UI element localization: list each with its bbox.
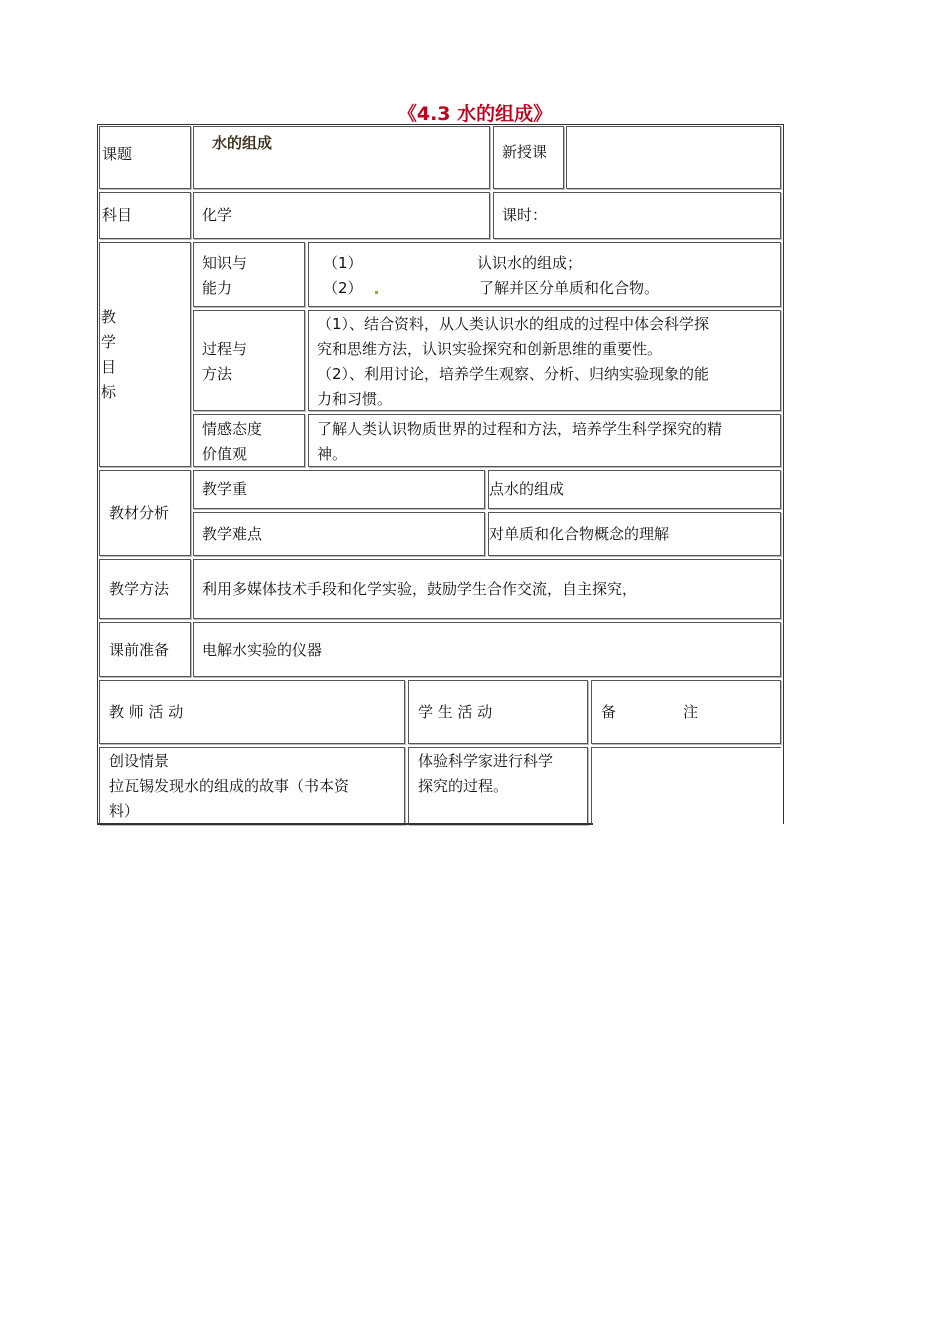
goals-label-3: 目: [101, 358, 117, 376]
emotion-label-1: 情感态度: [202, 420, 263, 438]
process-line-2: 究和思维方法，认识实验探究和创新思维的重要性。: [317, 340, 663, 358]
process-label-2: 方法: [202, 365, 233, 383]
note-label-b: 注: [683, 703, 699, 721]
knowledge-item1-num: （1）: [323, 254, 363, 272]
analysis-label-cell: [99, 470, 191, 556]
knowledge-label-cell: [193, 242, 305, 307]
teacher-activity-label: 教 师 活 动: [109, 703, 184, 721]
knowledge-item1-text: 认识水的组成；: [477, 254, 583, 272]
process-label-1: 过程与: [202, 340, 248, 358]
process-line-3: （2）、利用讨论，培养学生观察、分析、归纳实验现象的能: [317, 365, 710, 383]
note-header: [591, 680, 781, 744]
lesson-type-empty-cell: [566, 126, 781, 189]
teacher-activity-cell: [99, 747, 405, 825]
emotion-line-1: 了解人类认识物质世界的过程和方法，培养学生科学探究的精: [317, 420, 723, 438]
difficulty-value-cell: [488, 512, 781, 556]
table-bottom-border: [97, 823, 593, 825]
student-activity-cell: [408, 747, 588, 825]
topic-value-cell: [193, 126, 490, 189]
subject-value-cell: [193, 192, 490, 239]
lesson-type: 新授课: [502, 143, 548, 161]
lesson-type-cell: [493, 126, 564, 189]
student-activity-line-1: 体验科学家进行科学: [418, 752, 554, 770]
process-line-1: （1）、结合资料，从人类认识水的组成的过程中体会科学探: [317, 315, 710, 333]
knowledge-label-1: 知识与: [202, 254, 248, 272]
difficulty-label: 教学难点: [202, 525, 263, 543]
topic-value: 水的组成: [212, 134, 273, 152]
key-value: 点水的组成: [489, 480, 565, 498]
knowledge-label-2: 能力: [202, 279, 233, 297]
knowledge-value-cell: [308, 242, 781, 307]
note-cell: [591, 747, 781, 825]
difficulty-label-cell: [193, 512, 485, 556]
emotion-value-cell: [308, 414, 781, 467]
ink-dot: [375, 291, 378, 294]
emotion-line-2: 神。: [317, 445, 348, 463]
key-label-cell: [193, 470, 485, 509]
key-value-cell: [488, 470, 781, 509]
hours-label: 课时：: [502, 206, 548, 224]
goals-label-4: 标: [101, 383, 117, 401]
note-label-a: 备: [601, 703, 617, 721]
student-activity-header: [408, 680, 588, 744]
prep-label: 课前准备: [109, 641, 170, 659]
subject-value: 化学: [202, 206, 233, 224]
process-value-cell: [308, 310, 781, 411]
knowledge-item2-text: 了解并区分单质和化合物。: [479, 279, 660, 297]
method-label: 教学方法: [109, 580, 170, 598]
method-label-cell: [99, 559, 191, 619]
teacher-activity-line-2: 拉瓦锡发现水的组成的故事（书本资: [109, 777, 350, 795]
subject-label: 科目: [102, 206, 133, 224]
prep-value: 电解水实验的仪器: [202, 641, 323, 659]
student-activity-label: 学 生 活 动: [418, 703, 493, 721]
goals-label-1: 教: [101, 308, 117, 326]
process-line-4: 力和习惯。: [317, 390, 393, 408]
analysis-label: 教材分析: [109, 504, 170, 522]
topic-label: 课题: [102, 145, 133, 163]
teacher-activity-header: [99, 680, 405, 744]
prep-label-cell: [99, 622, 191, 677]
difficulty-value: 对单质和化合物概念的理解: [489, 525, 670, 543]
method-value-cell: [193, 559, 781, 619]
teacher-activity-line-3: 料）: [109, 802, 140, 820]
process-label-cell: [193, 310, 305, 411]
document-title: 《4.3 水的组成》: [397, 103, 553, 125]
emotion-label-2: 价值观: [202, 445, 248, 463]
goals-label-2: 学: [101, 333, 117, 351]
topic-label-cell: [99, 126, 191, 189]
key-label: 教学重: [202, 480, 248, 498]
student-activity-line-2: 探究的过程。: [418, 777, 509, 795]
subject-label-cell: [99, 192, 191, 239]
hours-cell: [493, 192, 781, 239]
prep-value-cell: [193, 622, 781, 677]
goals-label-cell: [99, 242, 191, 467]
teacher-activity-line-1: 创设情景: [109, 752, 170, 770]
emotion-label-cell: [193, 414, 305, 467]
knowledge-item2-num: （2）: [323, 279, 363, 297]
method-value: 利用多媒体技术手段和化学实验，鼓励学生合作交流，自主探究，: [202, 580, 638, 598]
